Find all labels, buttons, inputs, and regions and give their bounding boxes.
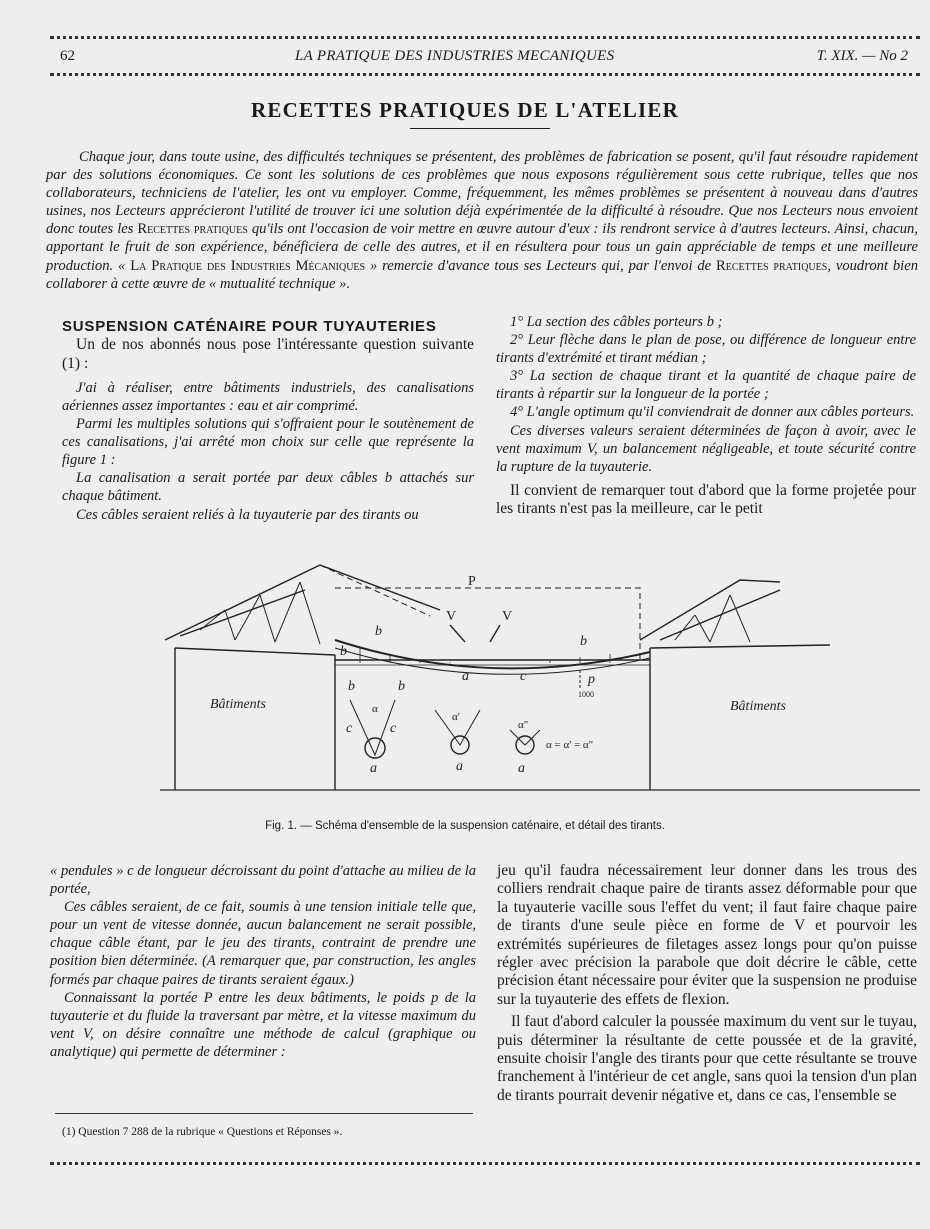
label-equation: α = α' = α" [546,739,594,751]
running-head [60,48,910,68]
volume-number: T. XIX. — No 2 [816,48,908,64]
list-item: 2° Leur flèche dans le plan de pose, ou différence de longueur entre tirants d'extrémité et tirant médian ; [496,332,916,367]
list-item: 3° La section de chaque tirant et la quantité de chaque paire de tirants à répartir sur la longueur de la portée ; [496,368,916,403]
top-dotted-rule [50,36,920,39]
label-rod-c: c [520,669,527,684]
label-span-P: P [468,574,476,589]
question-intro: Un de nos abonnés nous pose l'intéressante question suivante (1) : [62,336,474,372]
label-pipe-a: a [462,669,469,684]
question-paragraph: Connaissant la portée P entre les deux bâtiments, le poids p de la tuyauterie et du fluide la traversant par mètre, et la vitesse maximum du vent V, on désire connaître une méthode de calcul (graphique ou analytique) qui permette de déterminer : [50,989,476,1060]
label-cable-b: b [375,624,382,639]
section-title: SUSPENSION CATÉNAIRE POUR TUYAUTERIES [62,318,437,335]
header-dotted-rule [50,73,920,76]
question-paragraph: « pendules » c de longueur décroissant du point d'attache au milieu de la portée, [50,863,476,898]
label-angle-alpha1: α' [452,711,460,723]
right-column-top [496,313,916,519]
label-angle-alpha: α [372,703,378,715]
label-weight-p: p [588,672,595,687]
question-paragraph: Ces diverses valeurs seraient déterminées de façon à avoir, avec le vent maximum V, un balancement négligeable, et toute sécurité contre la rupture de la tuyauterie. [496,422,916,475]
label-pipe-a: a [518,761,525,776]
footnote-rule [55,1113,473,1114]
question-paragraph: Parmi les multiples solutions qui s'offraient pour le soutènement de ces canalisations, j'ai arrêté mon choix sur celle que représente la figure 1 : [62,416,474,469]
footnote: (1) Question 7 288 de la rubrique « Questions et Réponses ». [62,1126,343,1138]
label-wind-V: V [446,609,457,624]
left-column-top [62,318,474,524]
question-paragraph: Ces câbles seraient reliés à la tuyauterie par des tirants ou [76,506,419,523]
left-column-bottom [50,862,476,1061]
answer-paragraph: jeu qu'il faudra nécessairement leur donner dans les trous des colliers rendrait chaque paire de tirants assez déformable pour que la tuyauterie vacille sous l'effet du vent; il faut faire chaque paire de tirants d'une seule pièce en forme de V et pourvoir les extrémités supérieures de filetages assez longs pour qu'on puisse régler avec précision la parabole que doit décrire le câble, cette précision étant nécessaire pour éviter que la suspension ne produise sur la tuyauterie des effets de flexion. [497,862,917,1008]
page-title: RECETTES PRATIQUES DE L'ATELIER [251,98,679,122]
label-pipe-a: a [370,761,377,776]
label-rod-c: c [390,721,397,736]
bottom-dotted-rule [50,1162,920,1165]
label-pipe-a: a [456,759,463,774]
page-number: 62 [60,48,75,64]
label-rod-c: c [346,721,353,736]
label-cable-b: b [398,679,405,694]
list-item: 1° La section des câbles porteurs b ; [510,314,723,330]
right-column-bottom [497,862,917,1105]
figure-suspension-diagram [150,560,930,810]
question-paragraph: Ces câbles seraient, de ce fait, soumis à une tension initiale telle que, pour un vent de vitesse donnée, aucun balancement ne serait possible, chaque câble étant, par le jeu des tirants, contraint de prendre une position bien déterminée. (A remarquer que, par construction, les angles formés par chaque paires de tirants seraient égaux.) [50,899,476,988]
question-paragraph: J'ai à réaliser, entre bâtiments industriels, des canalisations aériennes assez importantes : eau et air comprimé. [62,379,474,414]
title-underline [410,128,550,129]
answer-paragraph: Il convient de remarquer tout d'abord que la forme projetée pour les tirants n'est pas la meilleure, car le petit [496,481,916,518]
figure-caption: Fig. 1. — Schéma d'ensemble de la suspension caténaire, et détail des tirants. [265,820,665,832]
journal-title: LA PRATIQUE DES INDUSTRIES MECANIQUES [295,48,615,64]
label-fraction: 1000 [578,690,594,699]
label-cable-b: b [348,679,355,694]
label-angle-alpha2: α" [518,719,529,731]
label-cable-b: b [340,644,347,659]
list-item: 4° L'angle optimum qu'il conviendrait de donner aux câbles porteurs. [510,404,915,421]
label-cable-b: b [580,634,587,649]
label-buildings-right: Bâtiments [730,699,786,714]
intro-paragraph: Chaque jour, dans toute usine, des difficultés techniques se présentent, des problèmes de fabrication se posent, qu'il faut résoudre rapidement par des solutions économiques. Ce sont les solutions de ces problèmes que nous exposons régulièrement sous cette rubrique, telles que nos collaborateurs, techniciens de l'atelier, les ont vu employer. Comme, fréquemment, les mêmes problèmes se présentent à nouveau dans d'autres usines, nos Lecteurs apprécieront l'utilité de trouver ici une solution déjà expérimentée de la difficulté à résoudre. Que nos Lecteurs nous envoient donc toutes les Recettes pratiques qu'ils ont l'occasion de voir mettre en œuvre autour d'eux : ils rendront service à d'autres lecteurs. Ainsi, chacun, apportant le fruit de son expérience, bénéficiera de celle des autres, et il en résultera pour tous un gain appréciable de temps et une meilleure production. « La Pratique des Industries Mécaniques » remercie d'avance tous ses Lecteurs qui, par l'envoi de Recettes pratiques, voudront bien collaborer à cette œuvre de « mutualité technique ». [46,149,918,292]
answer-paragraph: Il faut d'abord calculer la poussée maximum du vent sur le tuyau, puis déterminer la résultante de cette poussée et de la gravité, ensuite choisir l'angle des tirants pour que cette résultante se trouve franchement à l'intérieur de cet angle, sans quoi la tension d'un plan de tirants pourrait devenir négative et, dans ce cas, l'ensemble se [497,1013,917,1104]
label-wind-V: V [502,609,513,624]
question-paragraph: La canalisation a serait portée par deux câbles b attachés sur chaque bâtiment. [62,470,474,505]
label-buildings-left: Bâtiments [210,697,266,712]
